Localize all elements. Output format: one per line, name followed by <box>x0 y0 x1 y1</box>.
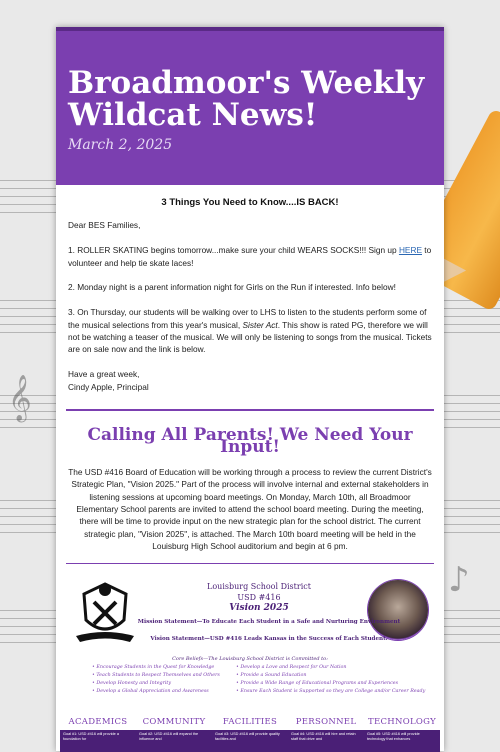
belief-item: • Encourage Students in the Quest for Knowledge <box>92 664 220 672</box>
pillar-personnel: PERSONNEL Goal #4: USD #416 will hire and retain staff that drive and <box>288 717 364 752</box>
newsletter <box>56 27 444 751</box>
parents-section <box>56 425 444 553</box>
item-girls-on-the-run: 2. Monday night is a parent information night for Girls on the Run if interested. Info below! <box>68 282 396 293</box>
belief-item: • Teach Students to Respect Themselves and Others <box>92 672 220 680</box>
core-beliefs-left <box>92 664 220 696</box>
wildcat-seal-icon <box>368 580 428 640</box>
musical-title: Sister Act <box>242 319 278 330</box>
wildcat-crest-icon <box>74 580 136 646</box>
pillar-facilities: FACILITIES Goal #3: USD #416 will provide quality facilities and <box>212 717 288 752</box>
parents-body: The USD #416 Board of Education will be working through a process to review the current District's Strategic Plan, "Vision 2025." Part of the process will involve internal and external stakeholders in listening sessions at upcoming board meetings. On Monday, March 10th, all Broadmoor Elementary School parents are invited to attend the school board meeting. During the meeting, there will be time to provide input on the new strategic plan for the school district. The current strategic plan, "Vision 2025", is attached. The March 10th board meeting will be held in the Louisburg High School auditorium and begin at 6 pm. <box>68 466 432 552</box>
mission-statement: Mission Statement—To Educate Each Student in a Safe and Nurturing Environment <box>137 619 401 626</box>
greeting: Dear BES Families, <box>68 220 141 231</box>
belief-item: • Develop a Global Appreciation and Awareness <box>92 688 220 696</box>
pillar-academics: ACADEMICS Goal #1: USD #416 will provide a foundation for <box>60 717 136 752</box>
newsletter-header <box>56 27 444 185</box>
belief-item: • Develop Honesty and Integrity <box>92 680 220 688</box>
vision-statement: Vision Statement—USD #416 Leads Kansas in the Success of Each Student. <box>150 636 388 643</box>
parents-heading: Calling All Parents! We Need Your Input! <box>87 425 413 458</box>
item-roller-skating: 1. ROLLER SKATING begins tomorrow...make sure your child WEARS SOCKS!!! Sign up HERE to volunteer and help tie skate laces! <box>68 245 432 268</box>
belief-item: • Ensure Each Student is Supported so they are College and/or Career Ready <box>236 688 425 696</box>
sheet-music-background: 𝄞 ♪ <box>0 0 500 751</box>
vision-title: Vision 2025 <box>229 603 289 614</box>
belief-item: • Provide a Wide Range of Educational Programs and Experiences <box>236 680 425 688</box>
core-beliefs-title: Core Beliefs—The Louisburg School District is Committed to: <box>172 656 328 663</box>
pillar-technology: TECHNOLOGY Goal #5: USD #416 will provide technology that enhances <box>364 717 440 752</box>
belief-item: • Provide a Sound Education <box>236 672 425 680</box>
closing: Have a great week, <box>68 369 140 380</box>
district-name: Louisburg School District <box>207 582 311 592</box>
newsletter-date: March 2, 2025 <box>68 137 173 153</box>
section-divider <box>66 563 434 564</box>
newsletter-title: Broadmoor's Weekly Wildcat News! <box>68 65 425 133</box>
strategic-pillars <box>56 717 444 751</box>
district-usd: USD #416 <box>237 593 281 603</box>
things-heading: 3 Things You Need to Know....IS BACK! <box>161 197 339 208</box>
things-section <box>56 197 444 393</box>
item-musical: 3. On Thursday, our students will be walking over to LHS to listen to the students perform some of the musical selections from this year's musical, Sister Act. This show is rated PG, therefore we will not be watching a teaser of the musical. We will only be listening to songs from the musical. Tickets are on sale now and the link is below. <box>68 307 432 355</box>
core-beliefs-right <box>236 664 425 696</box>
signature: Cindy Apple, Principal <box>68 381 149 392</box>
pillar-community: COMMUNITY Goal #2: USD #416 will expand the influence and <box>136 717 212 752</box>
section-divider <box>66 409 434 411</box>
signup-link[interactable]: HERE <box>398 245 422 256</box>
belief-item: • Develop a Love and Respect for Our Nation <box>236 664 425 672</box>
district-flyer <box>64 572 436 712</box>
